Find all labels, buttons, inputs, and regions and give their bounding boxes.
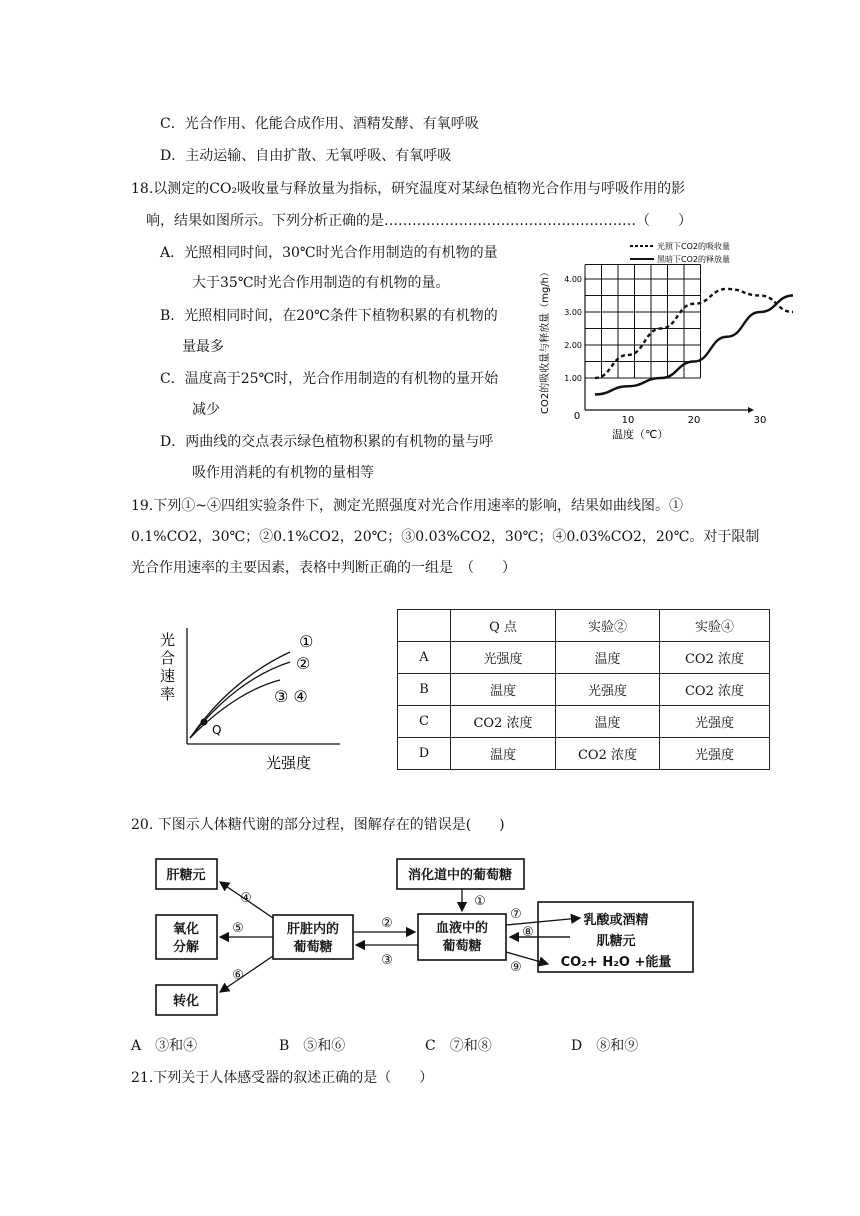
q18-option-b-line2: 量最多	[182, 339, 224, 355]
y-tick-label: 1.00	[564, 374, 582, 383]
y-axis-title-char2: 合	[160, 649, 176, 667]
q20-stem: 20. 下图示人体糖代谢的部分过程，图解存在的错误是( )	[131, 817, 505, 833]
x-axis-title: 光强度	[266, 754, 312, 772]
q18-option-a-line2: 大于35℃时光合作用制造的有机物的量。	[192, 275, 450, 291]
x-tick-label: 0	[573, 411, 581, 422]
q18-option-a-line1: A．光照相同时间，30℃时光合作用制造的有机物的量	[160, 245, 498, 261]
q18-stem-line2: 响，结果如图所示。下列分析正确的是………………………………………………（ ）	[146, 213, 692, 229]
table-cell: A	[398, 642, 451, 674]
q18-option-b-line1: B．光照相同时间，在20℃条件下植物积累的有机物的	[160, 308, 498, 324]
svg-text:葡萄糖: 葡萄糖	[293, 940, 333, 955]
q20-option-d: D ⑧和⑨	[571, 1038, 639, 1054]
glucose-metabolism-diagram	[150, 852, 710, 1022]
svg-text:肝糖元: 肝糖元	[166, 868, 206, 883]
q19-stem-line2: 0.1%CO2，30℃；②0.1%CO2，20℃；③0.03%CO2，30℃；④0.03%CO2，20℃。对于限制	[131, 529, 760, 545]
q20-option-b: B ⑤和⑥	[279, 1038, 346, 1054]
x-tick-label: 20	[687, 415, 701, 426]
q18-stem-line1: 18.以测定的CO₂吸收量与释放量为指标，研究温度对某绿色植物光合作用与呼吸作用的影	[131, 181, 686, 197]
x-axis-title: 温度（℃）	[612, 428, 669, 441]
table-cell: 光强度	[556, 674, 660, 706]
table-cell: 光强度	[451, 642, 556, 674]
point-q-label: Q	[212, 723, 222, 737]
table-cell: CO2 浓度	[660, 642, 770, 674]
q19-answer-table	[397, 609, 770, 770]
y-tick-label: 4.00	[564, 275, 582, 284]
legend-label-dark: 黑暗下CO2的释放量	[657, 255, 730, 264]
q20-option-c: C ⑦和⑧	[425, 1038, 492, 1054]
q18-option-d-line1: D．两曲线的交点表示绿色植物积累的有机物的量与呼	[160, 434, 494, 450]
table-cell: 温度	[451, 674, 556, 706]
svg-text:⑤: ⑤	[232, 921, 244, 936]
svg-text:⑥: ⑥	[232, 968, 244, 983]
curve-label-1: ①	[299, 632, 314, 651]
svg-text:分解: 分解	[172, 940, 200, 955]
svg-text:消化道中的葡萄糖: 消化道中的葡萄糖	[407, 868, 513, 883]
svg-text:乳酸或酒精: 乳酸或酒精	[583, 913, 649, 928]
x-tick-label: 10	[621, 415, 635, 426]
q19-stem-line1: 19.下列①~④四组实验条件下，测定光照强度对光合作用速率的影响，结果如曲线图。①	[131, 498, 683, 514]
y-tick-label: 3.00	[564, 308, 582, 317]
svg-text:氧化: 氧化	[172, 922, 200, 937]
q18-option-c-line2: 减少	[192, 402, 220, 418]
y-axis-title-char3: 速	[160, 667, 176, 685]
legend-label-light: 光照下CO2的吸收量	[657, 242, 730, 251]
light-intensity-chart	[150, 620, 350, 780]
y-axis-title: CO2的吸收量与释放量（mg/h）	[540, 266, 551, 414]
chart-grid	[585, 265, 701, 379]
y-axis-title-char4: 率	[160, 685, 176, 703]
table-cell: B	[398, 674, 451, 706]
table-row	[398, 706, 770, 738]
table-header-cell: Q 点	[451, 610, 556, 642]
svg-text:血液中的: 血液中的	[435, 921, 489, 936]
x-axis-arrow	[748, 407, 754, 413]
q17-option-d: D．主动运输、自由扩散、无氧呼吸、有氧呼吸	[160, 148, 452, 164]
temperature-co2-chart	[530, 236, 767, 446]
table-header-cell	[398, 610, 451, 642]
svg-text:③: ③	[381, 953, 393, 968]
table-cell: 光强度	[660, 738, 770, 770]
arrow-6	[220, 956, 273, 992]
x-tick-label: 30	[753, 415, 767, 426]
table-cell: D	[398, 738, 451, 770]
svg-text:转化: 转化	[172, 994, 200, 1009]
svg-text:肝脏内的: 肝脏内的	[286, 922, 340, 937]
curve-3-4	[190, 680, 280, 738]
q19-stem-line3: 光合作用速率的主要因素，表格中判断正确的一组是 （ ）	[131, 560, 516, 576]
table-cell: 温度	[556, 706, 660, 738]
table-cell: 温度	[556, 642, 660, 674]
svg-text:葡萄糖: 葡萄糖	[442, 939, 482, 954]
table-row	[398, 642, 770, 674]
svg-text:②: ②	[381, 916, 393, 931]
svg-text:CO₂+ H₂O +能量: CO₂+ H₂O +能量	[560, 955, 672, 970]
table-cell: C	[398, 706, 451, 738]
svg-text:①: ①	[474, 894, 486, 909]
svg-text:肌糖元: 肌糖元	[596, 934, 636, 949]
q20-option-a: A ③和④	[131, 1038, 198, 1054]
y-tick-label: 2.00	[564, 341, 582, 350]
table-header-cell: 实验②	[556, 610, 660, 642]
curve-label-2: ②	[296, 654, 311, 673]
svg-text:④: ④	[240, 891, 252, 906]
table-cell: CO2 浓度	[556, 738, 660, 770]
q18-option-c-line1: C．温度高于25℃时，光合作用制造的有机物的量开始	[160, 371, 499, 387]
table-cell: 温度	[451, 738, 556, 770]
table-row	[398, 674, 770, 706]
svg-text:⑦: ⑦	[510, 907, 522, 922]
table-cell: 光强度	[660, 706, 770, 738]
y-axis-title-char1: 光	[160, 631, 176, 649]
series-light-co2-absorption	[595, 289, 793, 378]
table-header-cell: 实验④	[660, 610, 770, 642]
q17-option-c: C．光合作用、化能合成作用、酒精发酵、有氧呼吸	[160, 116, 479, 132]
svg-text:⑧: ⑧	[522, 925, 534, 940]
table-cell: CO2 浓度	[451, 706, 556, 738]
table-cell: CO2 浓度	[660, 674, 770, 706]
q21-stem: 21.下列关于人体感受器的叙述正确的是（ ）	[131, 1070, 434, 1086]
table-header-row	[398, 610, 770, 642]
curve-label-3-4: ③ ④	[274, 687, 308, 706]
point-q	[201, 719, 208, 726]
table-row	[398, 738, 770, 770]
svg-text:⑨: ⑨	[510, 960, 522, 975]
q18-option-d-line2: 吸作用消耗的有机物的量相等	[192, 465, 374, 481]
